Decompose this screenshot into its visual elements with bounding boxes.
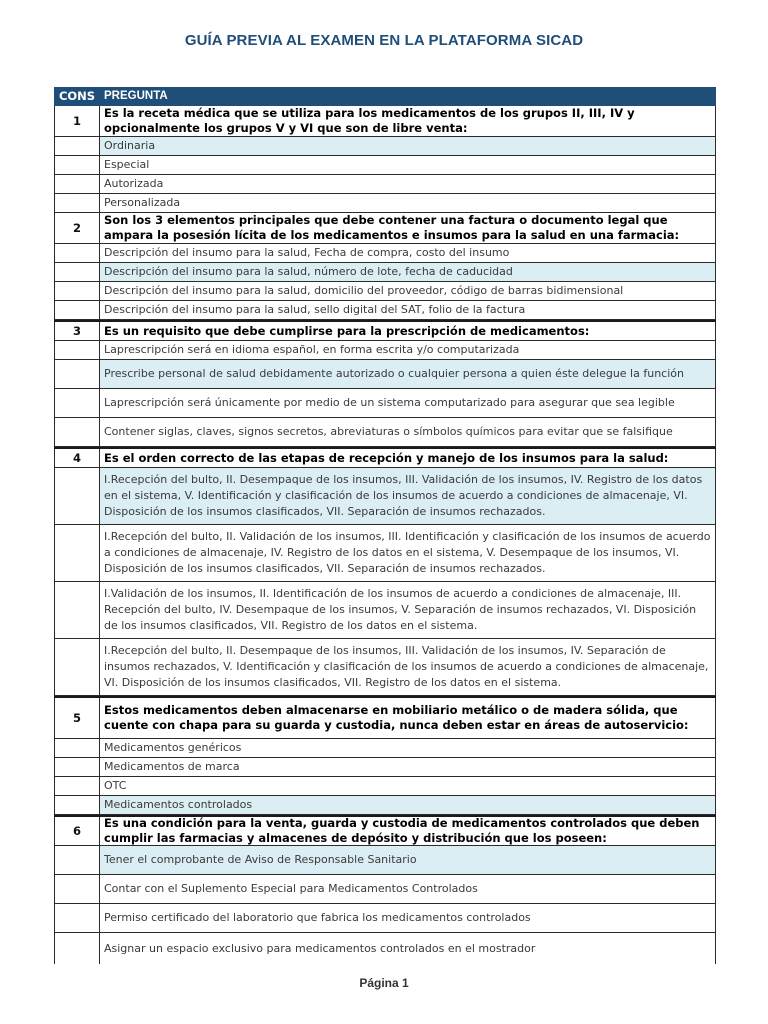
option-row [54,194,716,213]
header-pregunta: PREGUNTA [100,87,716,105]
option-text: OTC [100,777,716,795]
question-row [54,213,716,244]
option-text: Medicamentos genéricos [100,739,716,757]
page-title: GUÍA PREVIA AL EXAMEN EN LA PLATAFORMA SICAD [184,32,584,49]
option-row [54,639,716,696]
question-row [54,815,716,846]
option-text: Tener el comprobante de Aviso de Responsable Sanitario [100,846,716,874]
option-text: Especial [100,156,716,174]
option-row [54,739,716,758]
option-text: Descripción del insumo para la salud, domicilio del proveedor, código de barras bidimensional [100,282,716,300]
question-table [54,87,716,964]
option-row [54,777,716,796]
option-text: Asignar un espacio exclusivo para medicamentos controlados en el mostrador [100,933,716,964]
option-text: Medicamentos de marca [100,758,716,776]
option-row [54,156,716,175]
option-text: I.Recepción del bulto, II. Desempaque de los insumos, III. Validación de los insumos, IV. Separación de insumos rechazados, V. Identificación y clasificación de los insumos de acuerdo a condiciones de almacenaje, VI. Disposición de los insumos clasificados, VII. Registro de los datos en el sistema. [100,639,716,695]
question-text: Es un requisito que debe cumplirse para la prescripción de medicamentos: [100,322,716,340]
option-text: Descripción del insumo para la salud, Fecha de compra, costo del insumo [100,244,716,262]
option-row [54,137,716,156]
question-row [54,696,716,739]
option-row [54,525,716,582]
option-row [54,796,716,815]
option-row [54,263,716,282]
option-row [54,758,716,777]
question-text: Es la receta médica que se utiliza para los medicamentos de los grupos II, III, IV y opcionalmente los grupos V y VI que son de libre venta: [100,106,716,136]
option-row [54,175,716,194]
option-row [54,341,716,360]
question-number: 2 [54,213,100,243]
option-text: I.Validación de los insumos, II. Identificación de los insumos de acuerdo a condiciones de almacenaje, III. Recepción del bulto, IV. Desempaque de los insumos, V. Separación de insumos rechazados, VI. Disposición de los insumos clasificados, VII. Registro de los datos en el sistema. [100,582,716,638]
option-text: Descripción del insumo para la salud, sello digital del SAT, folio de la factura [100,301,716,319]
header-cons: CONS [54,87,100,105]
question-number: 3 [54,322,100,340]
option-text: Autorizada [100,175,716,193]
option-text: Medicamentos controlados [100,796,716,814]
option-row [54,468,716,525]
option-text: Laprescripción será únicamente por medio de un sistema computarizado para asegurar que sea legible [100,389,716,417]
option-text: I.Recepción del bulto, II. Desempaque de los insumos, III. Validación de los insumos, IV. Registro de los datos en el sistema, V. Identificación y clasificación de los insumos de acuerdo a condiciones de almacenaje, VI. Disposición de los insumos clasificados, VII. Separación de insumos rechazados. [100,468,716,524]
option-text: Laprescripción será en idioma español, en forma escrita y/o computarizada [100,341,716,359]
question-row [54,320,716,341]
option-row [54,933,716,964]
option-text: I.Recepción del bulto, II. Validación de los insumos, III. Identificación y clasificación de los insumos de acuerdo a condiciones de almacenaje, IV. Registro de los datos en el sistema, V. Desempaque de los insumos, VI. Disposición de los insumos clasificados, VII. Separación de insumos rechazados. [100,525,716,581]
option-row [54,846,716,875]
question-number: 1 [54,106,100,136]
question-number: 5 [54,698,100,738]
option-row [54,301,716,320]
option-text: Personalizada [100,194,716,212]
question-row [54,447,716,468]
option-text: Permiso certificado del laboratorio que fabrica los medicamentos controlados [100,904,716,932]
option-row [54,582,716,639]
option-text: Descripción del insumo para la salud, número de lote, fecha de caducidad [100,263,716,281]
option-text: Prescribe personal de salud debidamente autorizado o cualquier persona a quien éste delegue la función [100,360,716,388]
question-text: Estos medicamentos deben almacenarse en mobiliario metálico o de madera sólida, que cuente con chapa para su guarda y custodia, nunca deben estar en áreas de autoservicio: [100,698,716,738]
option-row [54,360,716,389]
table-header [54,87,716,106]
option-row [54,418,716,447]
option-text: Ordinaria [100,137,716,155]
question-text: Es el orden correcto de las etapas de recepción y manejo de los insumos para la salud: [100,449,716,467]
option-row [54,282,716,301]
option-text: Contener siglas, claves, signos secretos, abreviaturas o símbolos químicos para evitar que se falsifique [100,418,716,446]
option-row [54,904,716,933]
option-row [54,244,716,263]
question-number: 6 [54,817,100,845]
option-row [54,389,716,418]
option-row [54,875,716,904]
page-footer: Página 1 [359,976,409,990]
option-text: Contar con el Suplemento Especial para Medicamentos Controlados [100,875,716,903]
question-number: 4 [54,449,100,467]
question-text: Son los 3 elementos principales que debe contener una factura o documento legal que ampara la posesión lícita de los medicamentos e insumos para la salud en una farmacia: [100,213,716,243]
question-text: Es una condición para la venta, guarda y custodia de medicamentos controlados que deben cumplir las farmacias y almacenes de depósito y distribución que los poseen: [100,817,716,845]
question-row [54,106,716,137]
